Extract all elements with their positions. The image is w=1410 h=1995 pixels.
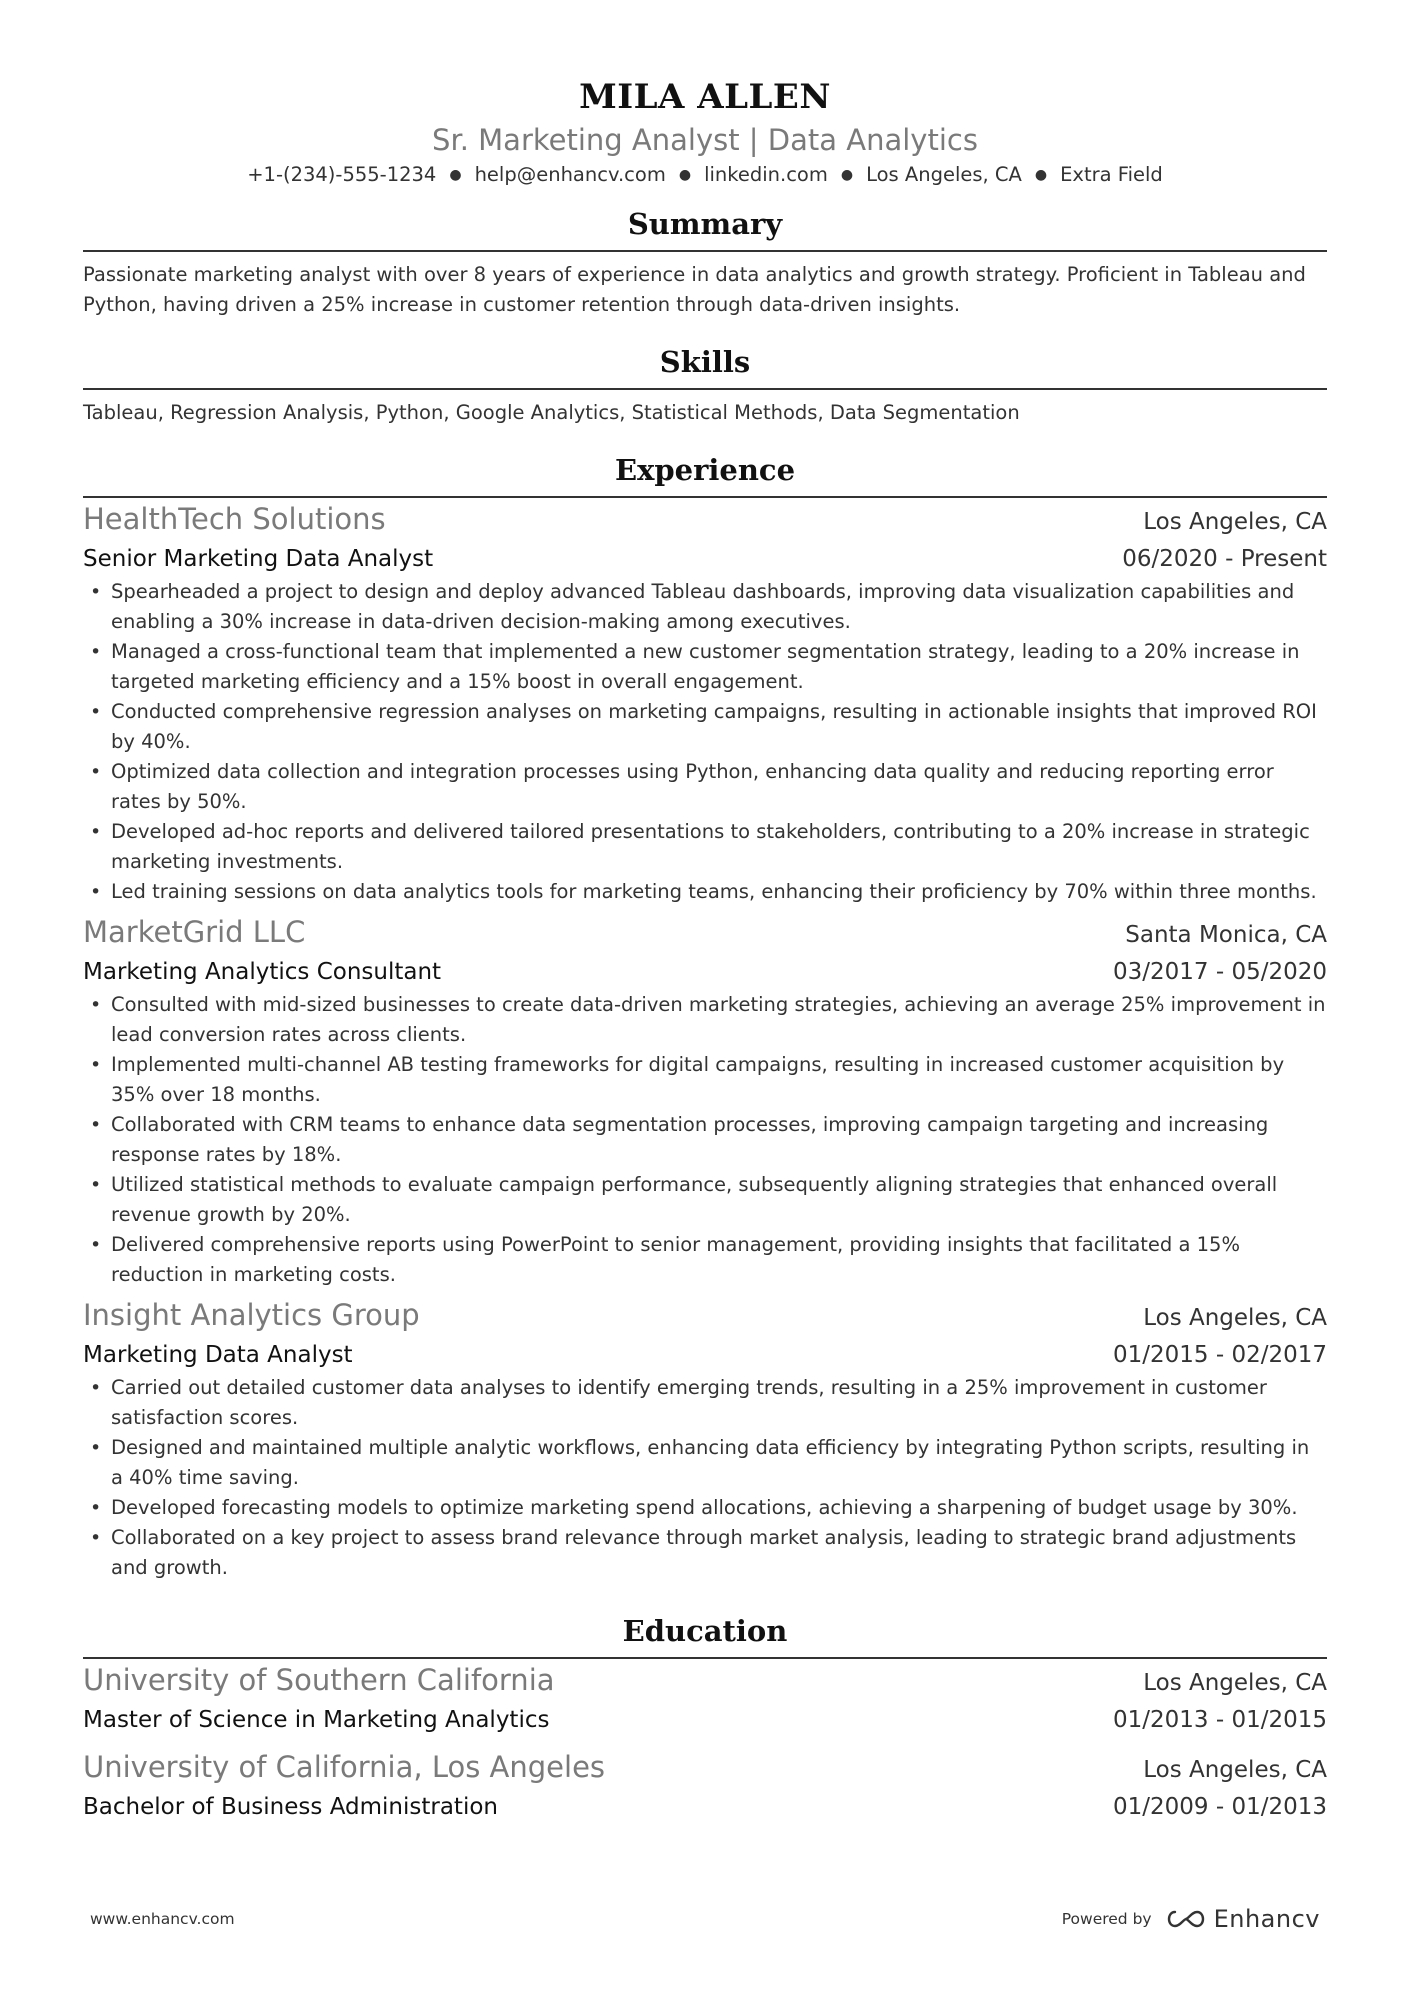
- achievement-item: • Developed ad-hoc reports and delivered tailored presentations to stakeholders, contributing to a 20% increase in strategic marketing investments.: [83, 817, 1327, 877]
- contact-phone: +1-(234)-555-1234: [247, 163, 437, 186]
- job-role: Senior Marketing Data Analyst: [83, 546, 434, 572]
- contact-email[interactable]: help@enhancv.com: [474, 163, 666, 186]
- bullet-separator: ●: [1034, 167, 1048, 183]
- education-heading: Education: [622, 1614, 788, 1648]
- contact-location: Los Angeles, CA: [866, 163, 1022, 186]
- job-dates: 01/2015 - 02/2017: [1112, 1342, 1327, 1368]
- education-dates: 01/2013 - 01/2015: [1112, 1707, 1327, 1733]
- achievement-item: • Collaborated on a key project to assess brand relevance through market analysis, leading to strategic brand adjustments and growth.: [83, 1523, 1327, 1583]
- school-name: University of Southern California: [83, 1663, 555, 1697]
- company-name: Insight Analytics Group: [83, 1298, 420, 1332]
- brand-logo[interactable]: [1164, 1905, 1320, 1933]
- degree: Master of Science in Marketing Analytics: [83, 1707, 550, 1733]
- school-location: Los Angeles, CA: [1143, 1670, 1327, 1696]
- experience-entry: [83, 913, 1327, 1290]
- education-section: [83, 1611, 1327, 1825]
- achievement-item: • Consulted with mid-sized businesses to create data-driven marketing strategies, achieving an average 25% improvement in lead conversion rates across clients.: [83, 990, 1327, 1050]
- achievement-item: • Delivered comprehensive reports using PowerPoint to senior management, providing insights that facilitated a 15% reduction in marketing costs.: [83, 1230, 1327, 1290]
- contact-line: [83, 160, 1327, 190]
- achievement-item: • Collaborated with CRM teams to enhance data segmentation processes, improving campaign targeting and increasing response rates by 18%.: [83, 1110, 1327, 1170]
- achievement-item: • Managed a cross-functional team that implemented a new customer segmentation strategy, leading to a 20% increase in targeted marketing efficiency and a 15% boost in overall engagement.: [83, 637, 1327, 697]
- achievement-item: • Spearheaded a project to design and deploy advanced Tableau dashboards, improving data visualization capabilities and enabling a 30% increase in data-driven decision-making among executives.: [83, 577, 1327, 637]
- summary-text: Passionate marketing analyst with over 8 years of experience in data analytics and growth strategy. Proficient in Tableau and Python, having driven a 25% increase in customer retention through data-driven insights.: [83, 263, 1306, 316]
- degree: Bachelor of Business Administration: [83, 1794, 498, 1820]
- achievement-item: • Carried out detailed customer data analyses to identify emerging trends, resulting in a 25% improvement in customer satisfaction scores.: [83, 1373, 1327, 1433]
- achievement-item: • Led training sessions on data analytics tools for marketing teams, enhancing their proficiency by 70% within three months.: [83, 877, 1327, 907]
- achievement-item: • Conducted comprehensive regression analyses on marketing campaigns, resulting in actionable insights that improved ROI by 40%.: [83, 697, 1327, 757]
- section-divider: [83, 496, 1327, 498]
- brand-name: Enhancv: [1213, 1905, 1320, 1933]
- skills-heading: Skills: [659, 345, 751, 379]
- infinity-logo-icon: [1164, 1907, 1208, 1931]
- contact-linkedin[interactable]: linkedin.com: [704, 163, 828, 186]
- experience-entry: [83, 500, 1327, 907]
- summary-section: [83, 204, 1327, 320]
- page-footer: [90, 1905, 1320, 1933]
- achievement-list: [83, 990, 1327, 1290]
- section-divider: [83, 388, 1327, 390]
- job-location: Los Angeles, CA: [1143, 1305, 1327, 1331]
- achievement-item: • Developed forecasting models to optimize marketing spend allocations, achieving a sharpening of budget usage by 30%.: [83, 1493, 1327, 1523]
- bullet-separator: ●: [449, 167, 462, 183]
- achievement-item: • Implemented multi-channel AB testing frameworks for digital campaigns, resulting in increased customer acquisition by 35% over 18 months.: [83, 1050, 1327, 1110]
- candidate-title: Sr. Marketing Analyst | Data Analytics: [432, 123, 978, 157]
- education-entry: [83, 1748, 1327, 1825]
- contact-extra: Extra Field: [1060, 163, 1163, 186]
- achievement-list: [83, 577, 1327, 907]
- section-divider: [83, 1657, 1327, 1659]
- bullet-separator: ●: [678, 167, 692, 183]
- summary-heading: Summary: [627, 207, 783, 241]
- company-name: MarketGrid LLC: [83, 915, 306, 949]
- experience-heading: Experience: [614, 453, 796, 487]
- achievement-list: [83, 1373, 1327, 1583]
- job-dates: 03/2017 - 05/2020: [1112, 959, 1327, 985]
- powered-by-label: Powered by: [1061, 1910, 1152, 1928]
- job-dates: 06/2020 - Present: [1122, 546, 1327, 572]
- experience-entry: [83, 1296, 1327, 1583]
- skills-text: Tableau, Regression Analysis, Python, Google Analytics, Statistical Methods, Data Segmentation: [83, 401, 1020, 424]
- company-name: HealthTech Solutions: [83, 502, 386, 536]
- job-role: Marketing Analytics Consultant: [83, 959, 442, 985]
- achievement-item: • Optimized data collection and integration processes using Python, enhancing data quality and reducing reporting error rates by 50%.: [83, 757, 1327, 817]
- job-role: Marketing Data Analyst: [83, 1342, 353, 1368]
- job-location: Los Angeles, CA: [1143, 509, 1327, 535]
- footer-url[interactable]: www.enhancv.com: [90, 1910, 235, 1928]
- school-name: University of California, Los Angeles: [83, 1750, 606, 1784]
- education-dates: 01/2009 - 01/2013: [1112, 1794, 1327, 1820]
- experience-section: [83, 450, 1327, 1583]
- powered-by: [1062, 1905, 1320, 1933]
- skills-section: [83, 342, 1327, 428]
- school-location: Los Angeles, CA: [1143, 1757, 1327, 1783]
- job-location: Santa Monica, CA: [1125, 922, 1327, 948]
- bullet-separator: ●: [840, 167, 854, 183]
- education-entry: [83, 1661, 1327, 1738]
- achievement-item: • Designed and maintained multiple analytic workflows, enhancing data efficiency by integrating Python scripts, resulting in a 40% time saving.: [83, 1433, 1327, 1493]
- section-divider: [83, 250, 1327, 252]
- candidate-name: MILA ALLEN: [579, 77, 831, 117]
- achievement-item: • Utilized statistical methods to evaluate campaign performance, subsequently aligning strategies that enhanced overall revenue growth by 20%.: [83, 1170, 1327, 1230]
